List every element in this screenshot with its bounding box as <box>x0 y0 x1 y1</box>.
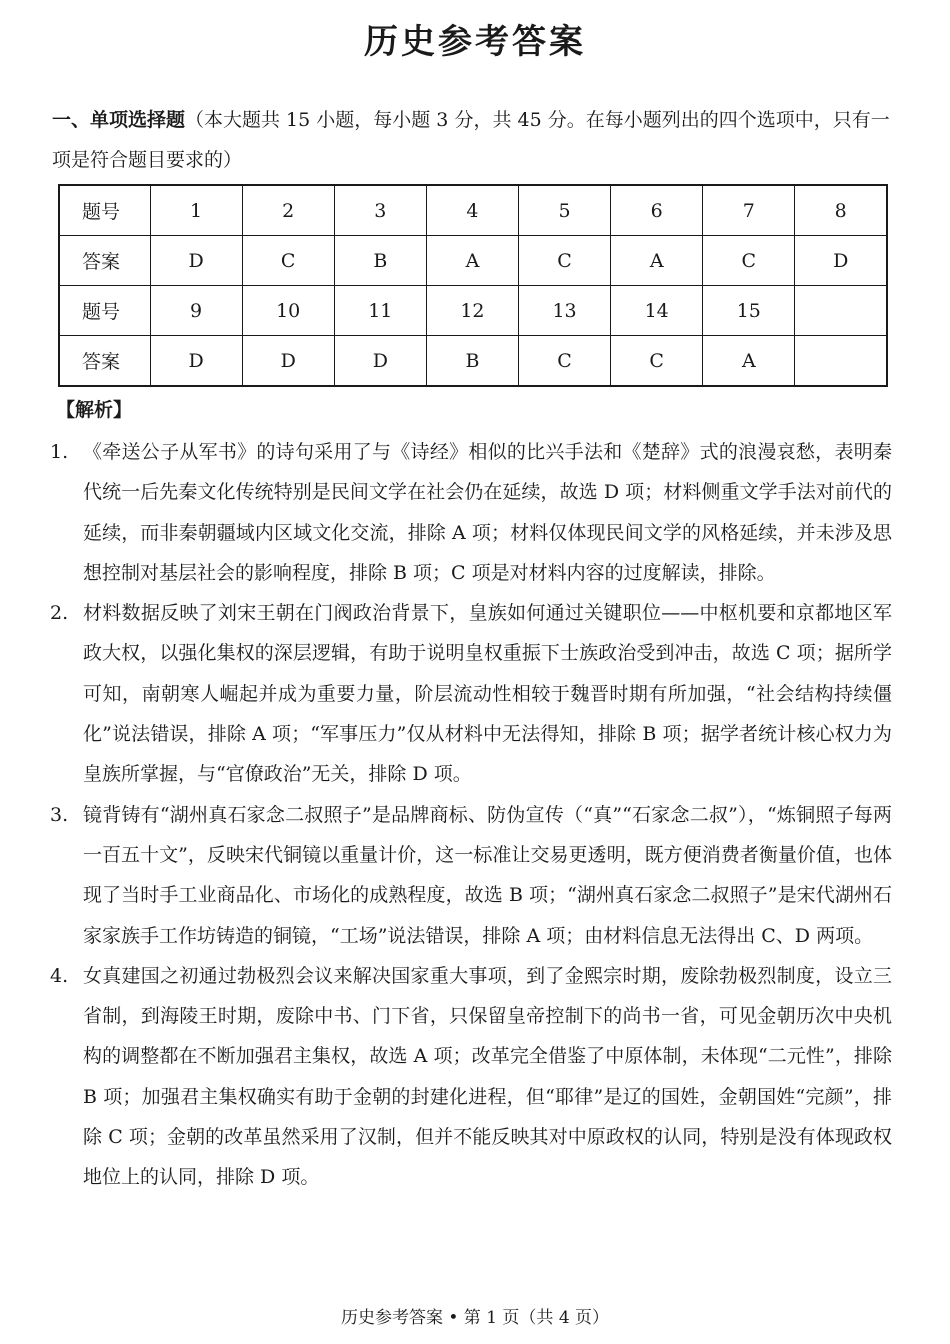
table-cell <box>795 286 887 336</box>
row-header: 答案 <box>59 336 150 387</box>
table-cell: A <box>703 336 795 387</box>
table-cell: C <box>242 236 334 286</box>
table-cell: A <box>611 236 703 286</box>
table-cell: 15 <box>703 286 795 336</box>
table-cell: 8 <box>795 185 887 236</box>
table-cell: C <box>519 336 611 387</box>
table-cell: 9 <box>150 286 242 336</box>
table-cell: 7 <box>703 185 795 236</box>
table-cell: 11 <box>334 286 426 336</box>
table-cell: D <box>150 236 242 286</box>
table-cell: 13 <box>519 286 611 336</box>
item-number: 2. <box>50 602 69 625</box>
section-heading <box>52 100 892 180</box>
table-cell: 12 <box>426 286 518 336</box>
table-cell: 5 <box>519 185 611 236</box>
section-label: 一、单项选择题 <box>52 109 186 131</box>
row-header: 答案 <box>59 236 150 286</box>
table-cell: 4 <box>426 185 518 236</box>
table-cell: A <box>426 236 518 286</box>
table-row <box>59 286 887 336</box>
table-cell: 6 <box>611 185 703 236</box>
list-item <box>50 593 892 794</box>
item-number: 4. <box>50 964 69 987</box>
item-number: 3. <box>50 803 69 826</box>
table-cell: D <box>795 236 887 286</box>
table-row <box>59 236 887 286</box>
section-note: （本大题共 15 小题，每小题 3 分，共 45 分。在每小题列出的四个选项中，只有一项是符合题目要求的） <box>52 109 890 171</box>
item-number: 1. <box>50 441 69 463</box>
list-item <box>50 432 892 593</box>
answer-table <box>58 184 888 387</box>
analysis-heading: 【解析】 <box>56 399 133 421</box>
table-cell: 3 <box>334 185 426 236</box>
table-cell <box>795 336 887 387</box>
table-cell: C <box>611 336 703 387</box>
item-text: 镜背铸有“湖州真石家念二叔照子”是品牌商标、防伪宣传（“真”“石家念二叔”），“炼铜照子每两一百五十文”，反映宋代铜镜以重量计价，这一标准让交易更透明，既方便消费者衡量价值，也体现了当时手工业商品化、市场化的成熟程度，故选 B 项；“湖州真石家念二叔照子”是宋代湖州石家家族手工作坊铸造的铜镜，“工场”说法错误，排除 A 项；由材料信息无法得出 C、D 两项。 <box>83 803 892 947</box>
item-text: 女真建国之初通过勃极烈会议来解决国家重大事项，到了金熙宗时期，废除勃极烈制度，设立三省制，到海陵王时期，废除中书、门下省，只保留皇帝控制下的尚书一省，可见金朝历次中央机构的调整都在不断加强君主集权，故选 A 项；改革完全借鉴了中原体制，未体现“二元性”，排除 B 项；加强君主集权确实有助于金朝的封建化进程，但“耶律”是辽的国姓，金朝国姓“完颜”，排除 C 项；金朝的改革虽然采用了汉制，但并不能反映其对中原政权的认同，特别是没有体现政权地位上的认同，排除 D 项。 <box>83 964 892 1189</box>
table-cell: D <box>334 336 426 387</box>
item-text: 《牵送公子从军书》的诗句采用了与《诗经》相似的比兴手法和《楚辞》式的浪漫哀愁，表明秦代统一后先秦文化传统特别是民间文学在社会仍在延续，故选 D 项；材料侧重文学手法对前代的延续，而非秦朝疆域内区域文化交流，排除 A 项；材料仅体现民间文学的风格延续，并未涉及思想控制对基层社会的影响程度，排除 B 项；C 项是对材料内容的过度解读，排除。 <box>83 441 892 584</box>
table-cell: B <box>334 236 426 286</box>
table-cell: B <box>426 336 518 387</box>
page-footer: 历史参考答案 • 第 1 页（共 4 页） <box>340 1308 610 1328</box>
table-cell: 1 <box>150 185 242 236</box>
list-item <box>50 956 892 1198</box>
table-cell: D <box>242 336 334 387</box>
row-header: 题号 <box>59 286 150 336</box>
table-cell: D <box>150 336 242 387</box>
table-cell: 2 <box>242 185 334 236</box>
table-row <box>59 185 887 236</box>
list-item <box>50 795 892 956</box>
analysis-list <box>50 432 892 1198</box>
table-cell: C <box>703 236 795 286</box>
table-cell: 10 <box>242 286 334 336</box>
row-header: 题号 <box>59 185 150 236</box>
table-row <box>59 336 887 387</box>
page-title: 历史参考答案 <box>364 22 586 62</box>
table-cell: 14 <box>611 286 703 336</box>
table-cell: C <box>519 236 611 286</box>
item-text: 材料数据反映了刘宋王朝在门阀政治背景下，皇族如何通过关键职位——中枢机要和京都地区军政大权，以强化集权的深层逻辑，有助于说明皇权重振下士族政治受到冲击，故选 C 项；据所学可知，南朝寒人崛起并成为重要力量，阶层流动性相较于魏晋时期有所加强，“社会结构持续僵化”说法错误，排除 A 项；“军事压力”仅从材料中无法得知，排除 B 项；据学者统计核心权力为皇族所掌握，与“官僚政治”无关，排除 D 项。 <box>83 602 892 786</box>
